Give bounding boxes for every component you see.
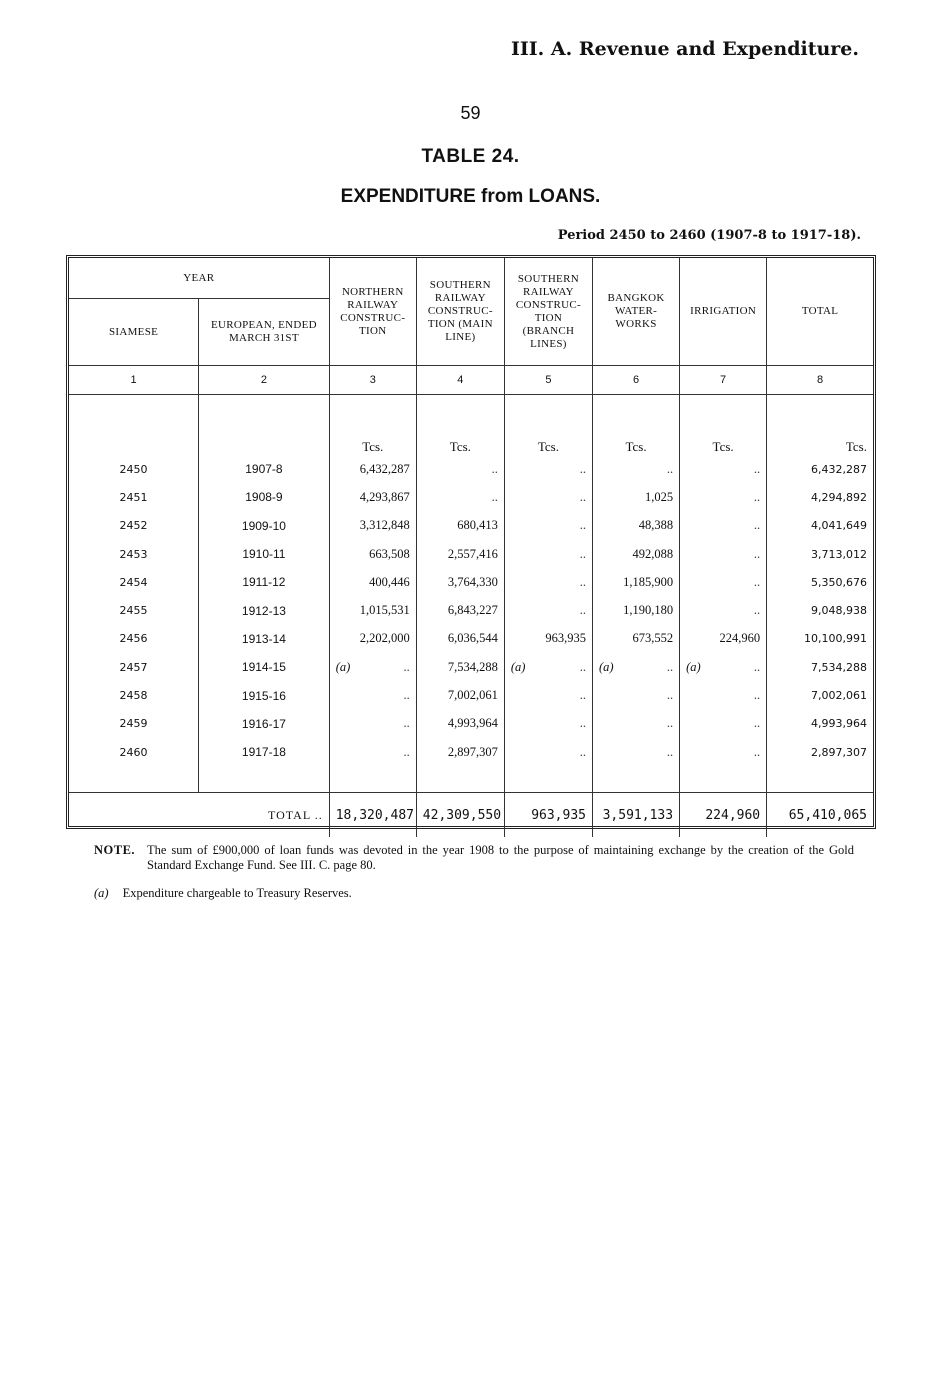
cell-waterworks: .. xyxy=(592,455,679,483)
cell-european: 1915-16 xyxy=(199,681,330,709)
cell-european: 1913-14 xyxy=(199,625,330,653)
column-number-row xyxy=(69,366,873,395)
units-row xyxy=(69,395,873,456)
cell-total: 10,100,991 xyxy=(767,625,873,653)
cell-waterworks: 1,025 xyxy=(592,483,679,511)
footnote-text: Expenditure chargeable to Treasury Reserves. xyxy=(122,886,352,900)
cell-southern-branch: .. xyxy=(504,512,592,540)
cell-value: .. xyxy=(666,659,674,674)
col-number: 3 xyxy=(329,366,416,395)
cell-siamese: 2452 xyxy=(119,519,148,533)
cell-southern-branch: .. xyxy=(504,738,592,766)
cell-southern-branch: .. xyxy=(504,483,592,511)
cell-southern-main: 680,413 xyxy=(416,512,504,540)
cell-irrigation: .. xyxy=(680,540,767,568)
cell-waterworks: 48,388 xyxy=(592,512,679,540)
cell-value: .. xyxy=(579,659,586,674)
cell-siamese: 2460 xyxy=(119,745,148,759)
cell-siamese: 2457 xyxy=(119,660,148,674)
cell-siamese: 2458 xyxy=(119,689,148,703)
cell-total: 9,048,938 xyxy=(767,596,873,624)
table-row xyxy=(69,568,873,596)
cell-northern: 663,508 xyxy=(329,540,416,568)
cell-waterworks: .. xyxy=(592,710,679,738)
table-row xyxy=(69,710,873,738)
units-blank xyxy=(199,395,330,456)
cell-northern: 2,202,000 xyxy=(329,625,416,653)
col-header-northern: NORTHERN RAILWAY CONSTRUC-TION xyxy=(329,258,416,366)
section-header: III. A. Revenue and Expenditure. xyxy=(510,38,859,60)
cell-northern xyxy=(329,653,416,681)
cell-northern: 3,312,848 xyxy=(329,512,416,540)
cell-southern-main: 7,534,288 xyxy=(416,653,504,681)
totals-row xyxy=(69,793,873,838)
note-text: The sum of £900,000 of loan funds was devoted in the year 1908 to the purpose of maintaining exchange by the creation of the Gold Standard Exchange Fund. See III. C. page 80. xyxy=(147,843,854,872)
cell-southern-branch: .. xyxy=(504,681,592,709)
cell-southern-main: .. xyxy=(416,455,504,483)
cell-total: 7,002,061 xyxy=(767,681,873,709)
cell-siamese: 2450 xyxy=(119,462,148,476)
year-header: YEAR xyxy=(69,258,329,299)
cell-european: 1907-8 xyxy=(199,455,330,483)
cell-waterworks xyxy=(592,653,679,681)
table-row xyxy=(69,455,873,483)
cell-waterworks: .. xyxy=(592,681,679,709)
spacer-row xyxy=(69,766,873,793)
grand-total: 65,410,065 xyxy=(767,793,873,838)
total-southern-branch: 963,935 xyxy=(504,793,592,838)
cell-northern: 1,015,531 xyxy=(329,596,416,624)
table-row xyxy=(69,653,873,681)
unit-label: Tcs. xyxy=(504,395,592,456)
cell-siamese: 2459 xyxy=(119,717,148,731)
units-blank xyxy=(69,395,199,456)
col-number: 1 xyxy=(69,366,199,395)
expenditure-table xyxy=(66,255,876,829)
cell-northern: 6,432,287 xyxy=(329,455,416,483)
expenditure-table-grid xyxy=(69,258,873,837)
cell-total: 7,534,288 xyxy=(767,653,873,681)
col-number: 8 xyxy=(767,366,873,395)
col-header-waterworks: BANGKOK WATER-WORKS xyxy=(592,258,679,366)
col-number: 2 xyxy=(199,366,330,395)
col-header-european: EUROPEAN, ENDED MARCH 31ST xyxy=(199,299,330,366)
cell-southern-branch: .. xyxy=(504,455,592,483)
table-row xyxy=(69,596,873,624)
spacer-cell xyxy=(199,766,330,793)
totals-label: TOTAL .. xyxy=(69,793,329,838)
cell-siamese: 2454 xyxy=(119,575,148,589)
total-southern-main: 42,309,550 xyxy=(416,793,504,838)
cell-siamese: 2453 xyxy=(119,547,148,561)
cell-southern-branch xyxy=(504,653,592,681)
table-subtitle: EXPENDITURE from LOANS. xyxy=(340,186,601,207)
cell-total: 4,294,892 xyxy=(767,483,873,511)
col-number: 5 xyxy=(504,366,592,395)
col-header-southern-branch: SOUTHERN RAILWAY CONSTRUC-TION (BRANCH LINES) xyxy=(504,258,592,366)
cell-irrigation: .. xyxy=(680,681,767,709)
cell-southern-branch: .. xyxy=(504,540,592,568)
cell-value: .. xyxy=(753,659,761,674)
spacer-cell xyxy=(680,766,767,793)
spacer-cell xyxy=(767,766,873,793)
cell-total: 3,713,012 xyxy=(767,540,873,568)
footnote xyxy=(94,886,352,901)
col-number: 7 xyxy=(680,366,767,395)
spacer-cell xyxy=(69,766,199,793)
cell-european: 1908-9 xyxy=(199,483,330,511)
spacer-cell xyxy=(592,766,679,793)
spacer-cell xyxy=(504,766,592,793)
total-northern: 18,320,487 xyxy=(329,793,416,838)
cell-european: 1912-13 xyxy=(199,596,330,624)
footnote-marker: (a) xyxy=(510,659,526,674)
cell-irrigation: 224,960 xyxy=(680,625,767,653)
cell-european: 1914-15 xyxy=(199,653,330,681)
cell-irrigation xyxy=(680,653,767,681)
cell-european: 1917-18 xyxy=(199,738,330,766)
unit-label: Tcs. xyxy=(592,395,679,456)
cell-southern-main: 2,897,307 xyxy=(416,738,504,766)
spacer-cell xyxy=(416,766,504,793)
col-header-total: TOTAL xyxy=(767,258,873,366)
cell-southern-branch: 963,935 xyxy=(504,625,592,653)
table-title: TABLE 24. xyxy=(421,146,520,167)
cell-southern-main: 3,764,330 xyxy=(416,568,504,596)
cell-waterworks: 1,185,900 xyxy=(592,568,679,596)
cell-southern-main: .. xyxy=(416,483,504,511)
page-number: 59 xyxy=(460,103,481,123)
unit-label: Tcs. xyxy=(680,395,767,456)
cell-irrigation: .. xyxy=(680,596,767,624)
cell-irrigation: .. xyxy=(680,512,767,540)
cell-waterworks: 492,088 xyxy=(592,540,679,568)
cell-northern: 4,293,867 xyxy=(329,483,416,511)
cell-total: 6,432,287 xyxy=(767,455,873,483)
footnote-marker: (a) xyxy=(335,659,351,674)
cell-northern: .. xyxy=(329,681,416,709)
cell-siamese: 2455 xyxy=(119,604,148,618)
unit-label: Tcs. xyxy=(767,395,873,456)
table-row xyxy=(69,625,873,653)
cell-irrigation: .. xyxy=(680,455,767,483)
col-number: 4 xyxy=(416,366,504,395)
col-header-southern-main: SOUTHERN RAILWAY CONSTRUC-TION (MAIN LINE) xyxy=(416,258,504,366)
unit-label: Tcs. xyxy=(329,395,416,456)
cell-total: 4,041,649 xyxy=(767,512,873,540)
cell-siamese: 2451 xyxy=(119,490,148,504)
cell-southern-main: 6,036,544 xyxy=(416,625,504,653)
cell-european: 1916-17 xyxy=(199,710,330,738)
table-note xyxy=(94,843,854,873)
col-header-irrigation: IRRIGATION xyxy=(680,258,767,366)
cell-total: 5,350,676 xyxy=(767,568,873,596)
footnote-marker: (a) xyxy=(686,659,701,674)
cell-southern-main: 7,002,061 xyxy=(416,681,504,709)
cell-southern-main: 6,843,227 xyxy=(416,596,504,624)
cell-southern-main: 4,993,964 xyxy=(416,710,504,738)
cell-northern: .. xyxy=(329,710,416,738)
cell-waterworks: .. xyxy=(592,738,679,766)
col-number: 6 xyxy=(592,366,679,395)
cell-irrigation: .. xyxy=(680,483,767,511)
cell-waterworks: 1,190,180 xyxy=(592,596,679,624)
cell-value: .. xyxy=(403,659,410,674)
cell-waterworks: 673,552 xyxy=(592,625,679,653)
col-header-siamese: SIAMESE xyxy=(108,325,159,338)
table-row xyxy=(69,512,873,540)
cell-southern-branch: .. xyxy=(504,710,592,738)
table-row xyxy=(69,483,873,511)
table-row xyxy=(69,738,873,766)
cell-irrigation: .. xyxy=(680,738,767,766)
footnote-marker: (a) xyxy=(598,659,614,674)
cell-total: 4,993,964 xyxy=(767,710,873,738)
cell-european: 1911-12 xyxy=(199,568,330,596)
cell-european: 1909-10 xyxy=(199,512,330,540)
cell-southern-branch: .. xyxy=(504,596,592,624)
table-row xyxy=(69,681,873,709)
cell-northern: 400,446 xyxy=(329,568,416,596)
footnote-mark: (a) xyxy=(94,886,109,900)
period-label: Period 2450 to 2460 (1907-8 to 1917-18). xyxy=(557,228,861,243)
cell-siamese: 2456 xyxy=(119,632,148,646)
total-waterworks: 3,591,133 xyxy=(592,793,679,838)
total-irrigation: 224,960 xyxy=(680,793,767,838)
cell-southern-branch: .. xyxy=(504,568,592,596)
note-label: NOTE. xyxy=(94,843,136,857)
cell-irrigation: .. xyxy=(680,710,767,738)
cell-irrigation: .. xyxy=(680,568,767,596)
cell-southern-main: 2,557,416 xyxy=(416,540,504,568)
spacer-cell xyxy=(329,766,416,793)
table-row xyxy=(69,540,873,568)
cell-northern: .. xyxy=(329,738,416,766)
cell-european: 1910-11 xyxy=(199,540,330,568)
cell-total: 2,897,307 xyxy=(767,738,873,766)
unit-label: Tcs. xyxy=(416,395,504,456)
